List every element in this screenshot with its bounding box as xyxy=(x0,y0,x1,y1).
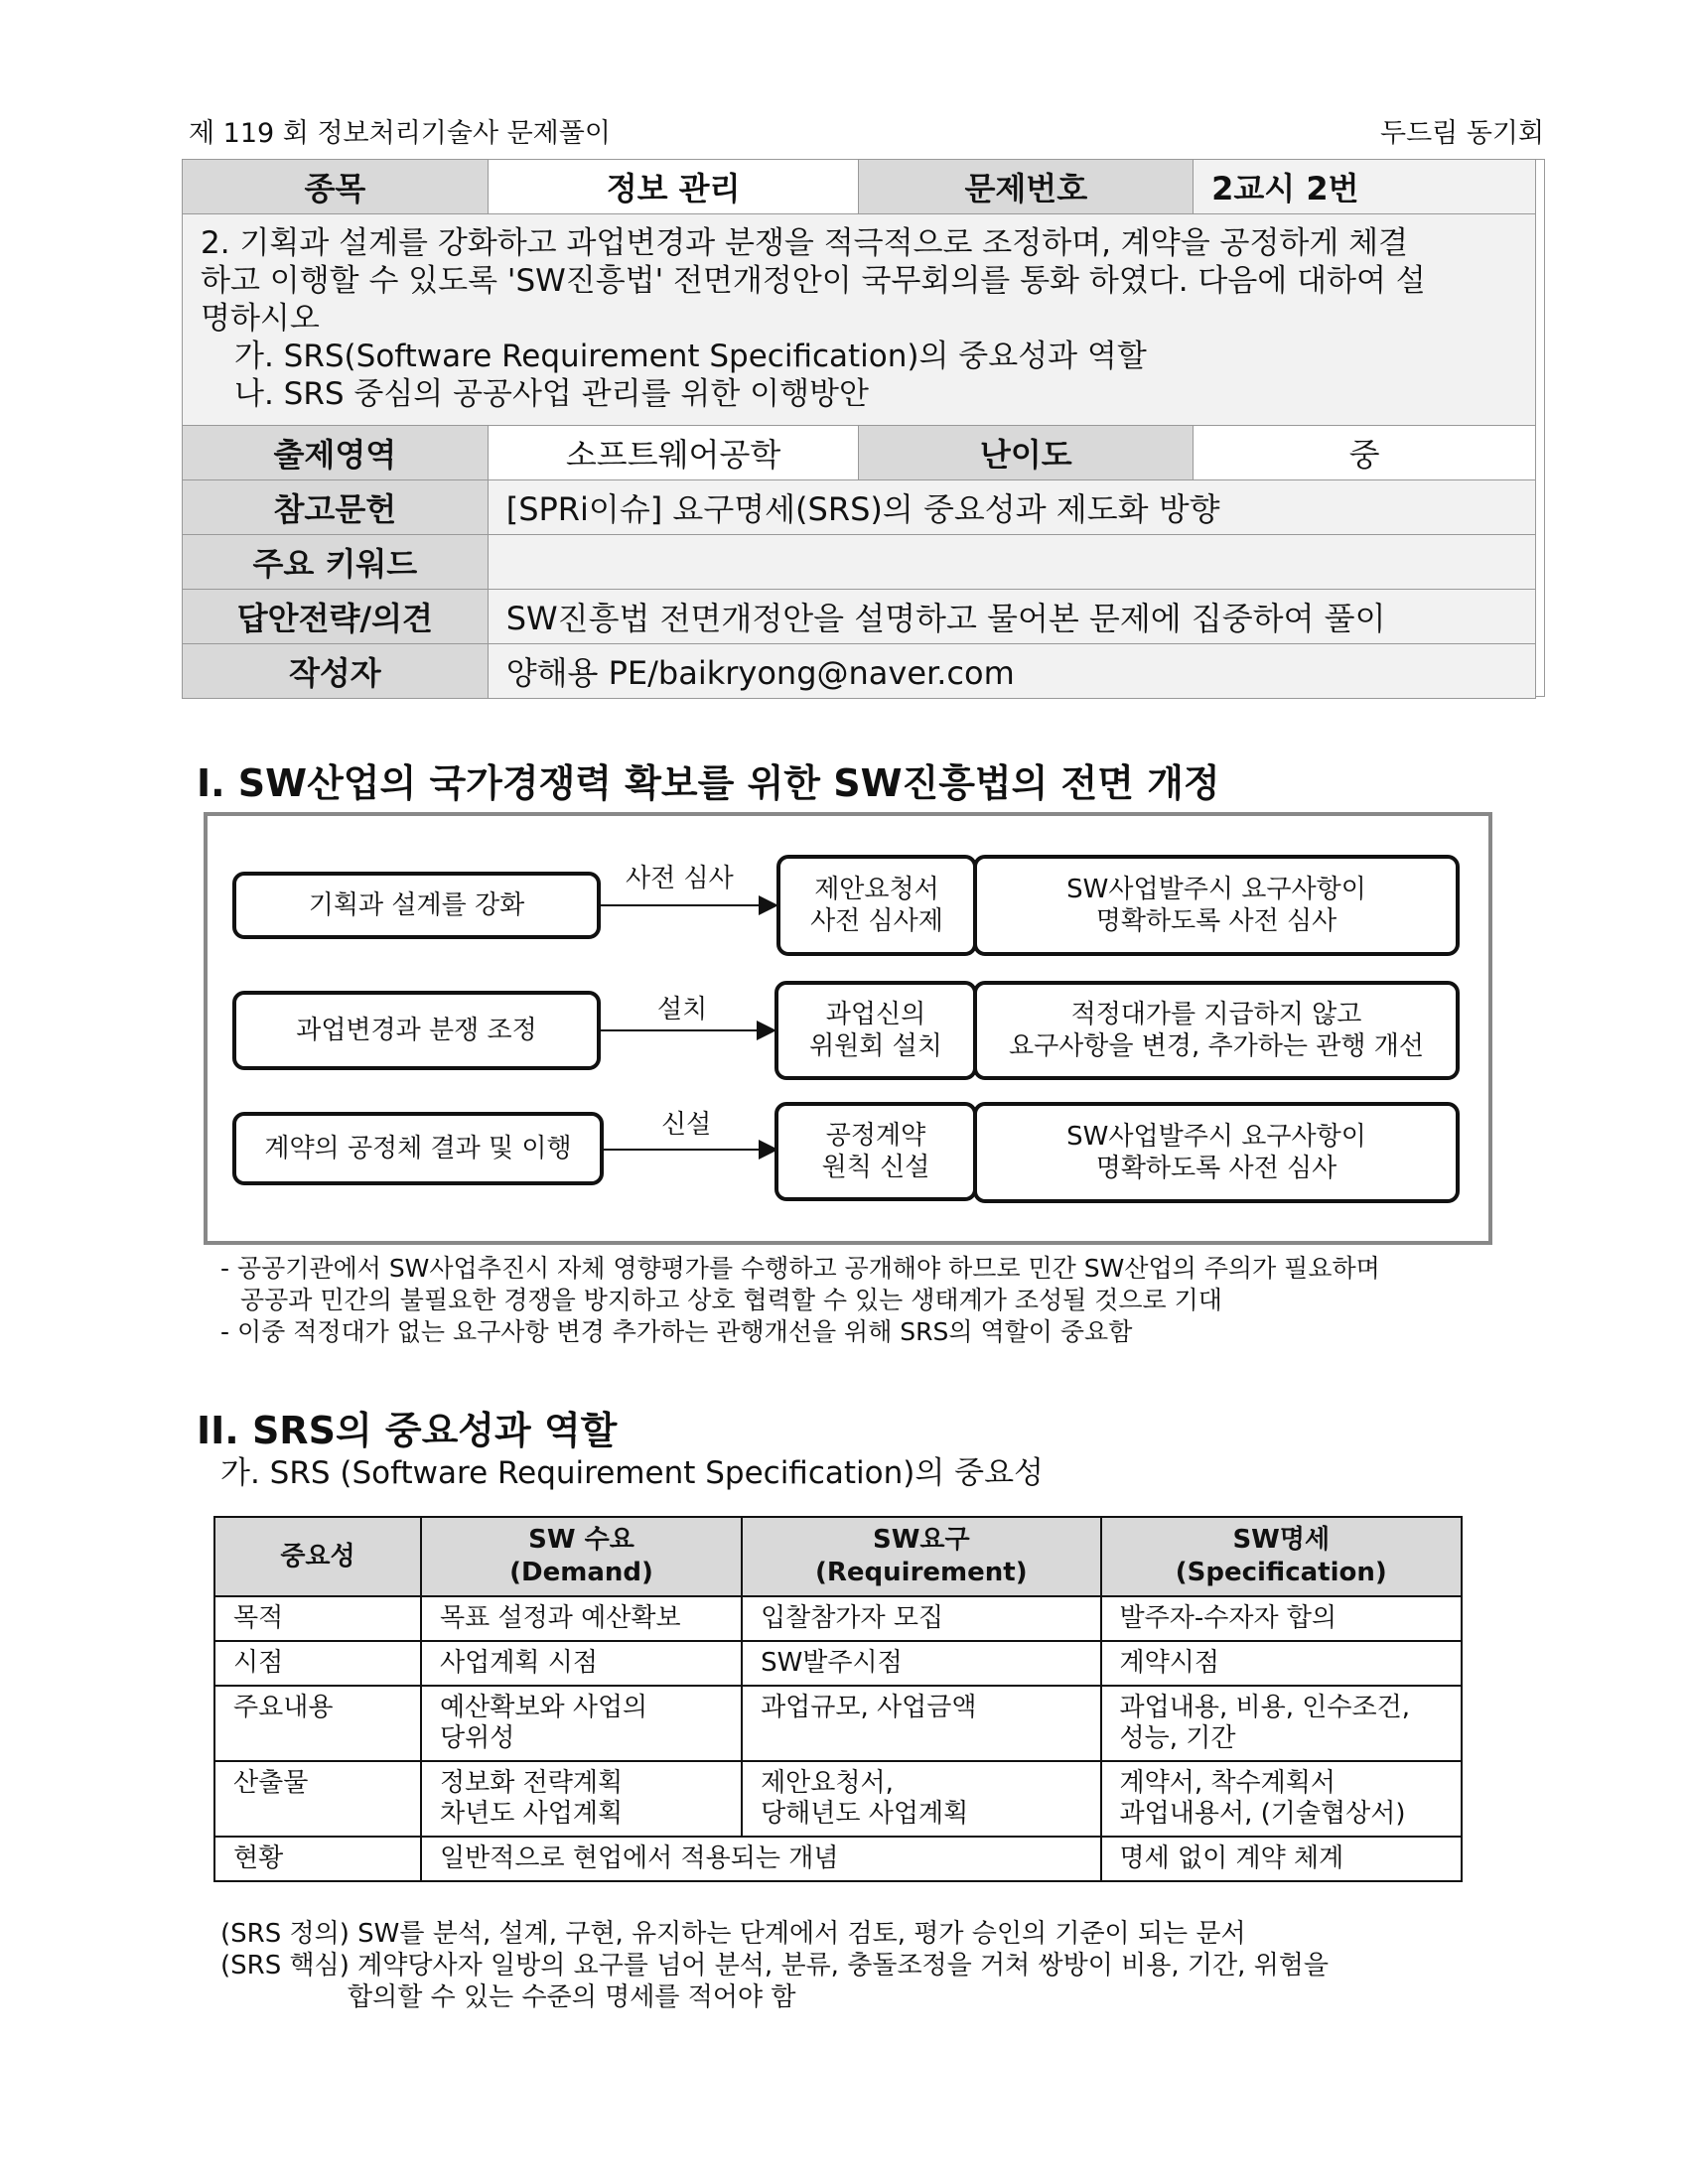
cell-line: 예산확보와 사업의 xyxy=(439,1693,648,1722)
header-line: SW 수요 xyxy=(528,1525,634,1555)
right-line: 요구사항을 변경, 추가하는 관행 개선 xyxy=(1008,1031,1425,1061)
strategy-value: SW진흥법 전면개정안을 설명하고 물어본 문제에 집중하여 풀이 xyxy=(488,590,1535,644)
question-number-label: 문제번호 xyxy=(859,160,1194,214)
row-label: 시점 xyxy=(214,1641,421,1686)
table-row xyxy=(214,1761,1462,1837)
cell-line: 성능, 기간 xyxy=(1119,1723,1236,1753)
section1-title: I. SW산업의 국가경쟁력 확보를 위한 SW진흥법의 전면 개정 xyxy=(197,761,1220,805)
doc-header-right: 두드림 동기회 xyxy=(1380,118,1545,149)
note-line: 공공과 민간의 불필요한 경쟁을 방지하고 상호 협력할 수 있는 생태계가 조성될 것으로 기대 xyxy=(240,1286,1222,1314)
arrow-label: 사전 심사 xyxy=(626,864,734,893)
cell-line: 차년도 사업계획 xyxy=(439,1799,624,1829)
question-line: 하고 이행할 수 있도록 'SW진흥법' 전면개정안이 국무회의를 통화 하였다. 다음에 대하여 설 xyxy=(201,263,1426,299)
difficulty-value: 중 xyxy=(1194,426,1536,480)
area-label: 출제영역 xyxy=(183,426,489,480)
cell-line: 정보화 전략계획 xyxy=(439,1768,624,1798)
row-label: 목적 xyxy=(214,1596,421,1641)
cell-line: 당해년도 사업계획 xyxy=(761,1799,969,1829)
diagram-right-box xyxy=(973,1102,1460,1203)
col-header-importance xyxy=(214,1517,421,1596)
mid-line: 사전 심사제 xyxy=(810,906,943,936)
question-line: 가. SRS(Software Requirement Specification)의 중요성과 역할 xyxy=(234,339,1147,374)
section2-subtitle: 가. SRS (Software Requirement Specification)의 중요성 xyxy=(220,1455,1044,1491)
col-header-specification xyxy=(1101,1517,1462,1596)
definition-line: (SRS 핵심) 계약당사자 일방의 요구를 넘어 분석, 분류, 충돌조정을 거쳐 쌍방이 비용, 기간, 위험을 xyxy=(220,1951,1330,1980)
table-row xyxy=(214,1686,1462,1761)
row-label: 현황 xyxy=(214,1837,421,1881)
arrow-label: 신설 xyxy=(661,1110,712,1140)
header-line: (Demand) xyxy=(509,1558,653,1587)
question-line: 나. SRS 중심의 공공사업 관리를 위한 이행방안 xyxy=(234,376,869,412)
cell-line: 계약서, 착수계획서 xyxy=(1119,1768,1336,1798)
table-cell: 목표 설정과 예산확보 xyxy=(421,1596,742,1641)
diagram-right-box xyxy=(973,981,1460,1080)
cell-line: 과업내용, 비용, 인수조건, xyxy=(1119,1693,1410,1722)
reference-label: 참고문헌 xyxy=(183,480,489,535)
row-label: 산출물 xyxy=(214,1761,421,1837)
diagram-mid-box xyxy=(774,1102,977,1201)
header-line: (Requirement) xyxy=(815,1558,1028,1587)
note-line: - 이중 적정대가 없는 요구사항 변경 추가하는 관행개선을 위해 SRS의 역할이 중요함 xyxy=(220,1317,1133,1346)
cell-line: 과업내용서, (기술협상서) xyxy=(1119,1799,1406,1829)
question-line: 명하시오 xyxy=(201,301,320,337)
keyword-label: 주요 키워드 xyxy=(183,535,489,590)
table-cell: 발주자-수자자 합의 xyxy=(1101,1596,1462,1641)
right-line: 적정대가를 지급하지 않고 xyxy=(1070,1000,1362,1029)
table-cell: 명세 없이 계약 체계 xyxy=(1101,1837,1462,1881)
mid-line: 공정계약 xyxy=(825,1121,926,1151)
table-cell: 사업계획 시점 xyxy=(421,1641,742,1686)
doc-header-left: 제 119 회 정보처리기술사 문제풀이 xyxy=(189,118,611,149)
section2-title: II. SRS의 중요성과 역할 xyxy=(197,1409,618,1452)
note-line: - 공공기관에서 SW사업추진시 자체 영향평가를 수행하고 공개해야 하므로 민간 SW산업의 주의가 필요하며 xyxy=(220,1254,1380,1283)
table-cell xyxy=(421,1761,742,1837)
question-line: 2. 기획과 설계를 강화하고 과업변경과 분쟁을 적극적으로 조정하며, 계약을 공정하게 체결 xyxy=(201,225,1409,261)
table-cell xyxy=(742,1686,1100,1761)
srs-definitions xyxy=(220,1918,1329,2013)
table-row xyxy=(214,1641,1462,1686)
cell-line: 당위성 xyxy=(439,1723,515,1753)
mid-line: 제안요청서 xyxy=(814,875,939,904)
area-value: 소프트웨어공학 xyxy=(488,426,859,480)
table-cell xyxy=(1101,1761,1462,1837)
diagram-mid-box xyxy=(774,981,977,1080)
table-cell: SW발주시점 xyxy=(742,1641,1100,1686)
table-cell: 계약시점 xyxy=(1101,1641,1462,1686)
table-row xyxy=(214,1837,1462,1881)
header-line: SW명세 xyxy=(1232,1525,1331,1555)
definition-line: 합의할 수 있는 수준의 명세를 적어야 함 xyxy=(348,1982,796,2012)
header-line: 중요성 xyxy=(280,1541,355,1571)
author-value: 양해용 PE/baikryong@naver.com xyxy=(488,644,1535,699)
table-cell xyxy=(421,1686,742,1761)
col-header-demand xyxy=(421,1517,742,1596)
reference-value: [SPRi이슈] 요구명세(SRS)의 중요성과 제도화 방향 xyxy=(488,480,1535,535)
mid-line: 원칙 신설 xyxy=(821,1153,930,1182)
cell-line: 과업규모, 사업금액 xyxy=(761,1693,977,1722)
diagram-left-box: 계약의 공정체 결과 및 이행 xyxy=(232,1112,604,1185)
mid-line: 위원회 설치 xyxy=(809,1031,942,1061)
cell-line: 제안요청서, xyxy=(761,1768,894,1798)
right-line: SW사업발주시 요구사항이 xyxy=(1066,875,1366,904)
header-line: (Specification) xyxy=(1175,1558,1387,1587)
right-line: SW사업발주시 요구사항이 xyxy=(1066,1122,1366,1152)
strategy-label: 답안전략/의견 xyxy=(183,590,489,644)
table-cell: 입찰참가자 모집 xyxy=(742,1596,1100,1641)
arrow-label: 설치 xyxy=(657,995,708,1024)
row-label: 주요내용 xyxy=(214,1686,421,1761)
diagram-left-box: 과업변경과 분쟁 조정 xyxy=(232,991,601,1070)
diagram-right-box xyxy=(973,855,1460,956)
srs-importance-table xyxy=(213,1516,1463,1882)
diagram-mid-box xyxy=(776,855,977,956)
right-line: 명확하도록 사전 심사 xyxy=(1095,906,1337,936)
col-header-requirement xyxy=(742,1517,1100,1596)
section1-notes xyxy=(220,1253,1380,1348)
definition-line: (SRS 정의) SW를 분석, 설계, 구현, 유지하는 단계에서 검토, 평가 승인의 기준이 되는 문서 xyxy=(220,1919,1246,1949)
table-cell: 일반적으로 현업에서 적용되는 개념 xyxy=(421,1837,1101,1881)
diagram-left-box: 기획과 설계를 강화 xyxy=(232,872,601,939)
right-line: 명확하도록 사전 심사 xyxy=(1095,1154,1337,1183)
difficulty-label: 난이도 xyxy=(859,426,1194,480)
mid-line: 과업신의 xyxy=(825,1000,926,1029)
header-line: SW요구 xyxy=(872,1525,970,1555)
subject-label: 종목 xyxy=(183,160,489,214)
subject-value: 정보 관리 xyxy=(488,160,859,214)
question-number-value: 2교시 2번 xyxy=(1194,160,1536,214)
table-cell xyxy=(742,1761,1100,1837)
table-row xyxy=(214,1596,1462,1641)
table-cell xyxy=(1101,1686,1462,1761)
author-label: 작성자 xyxy=(183,644,489,699)
